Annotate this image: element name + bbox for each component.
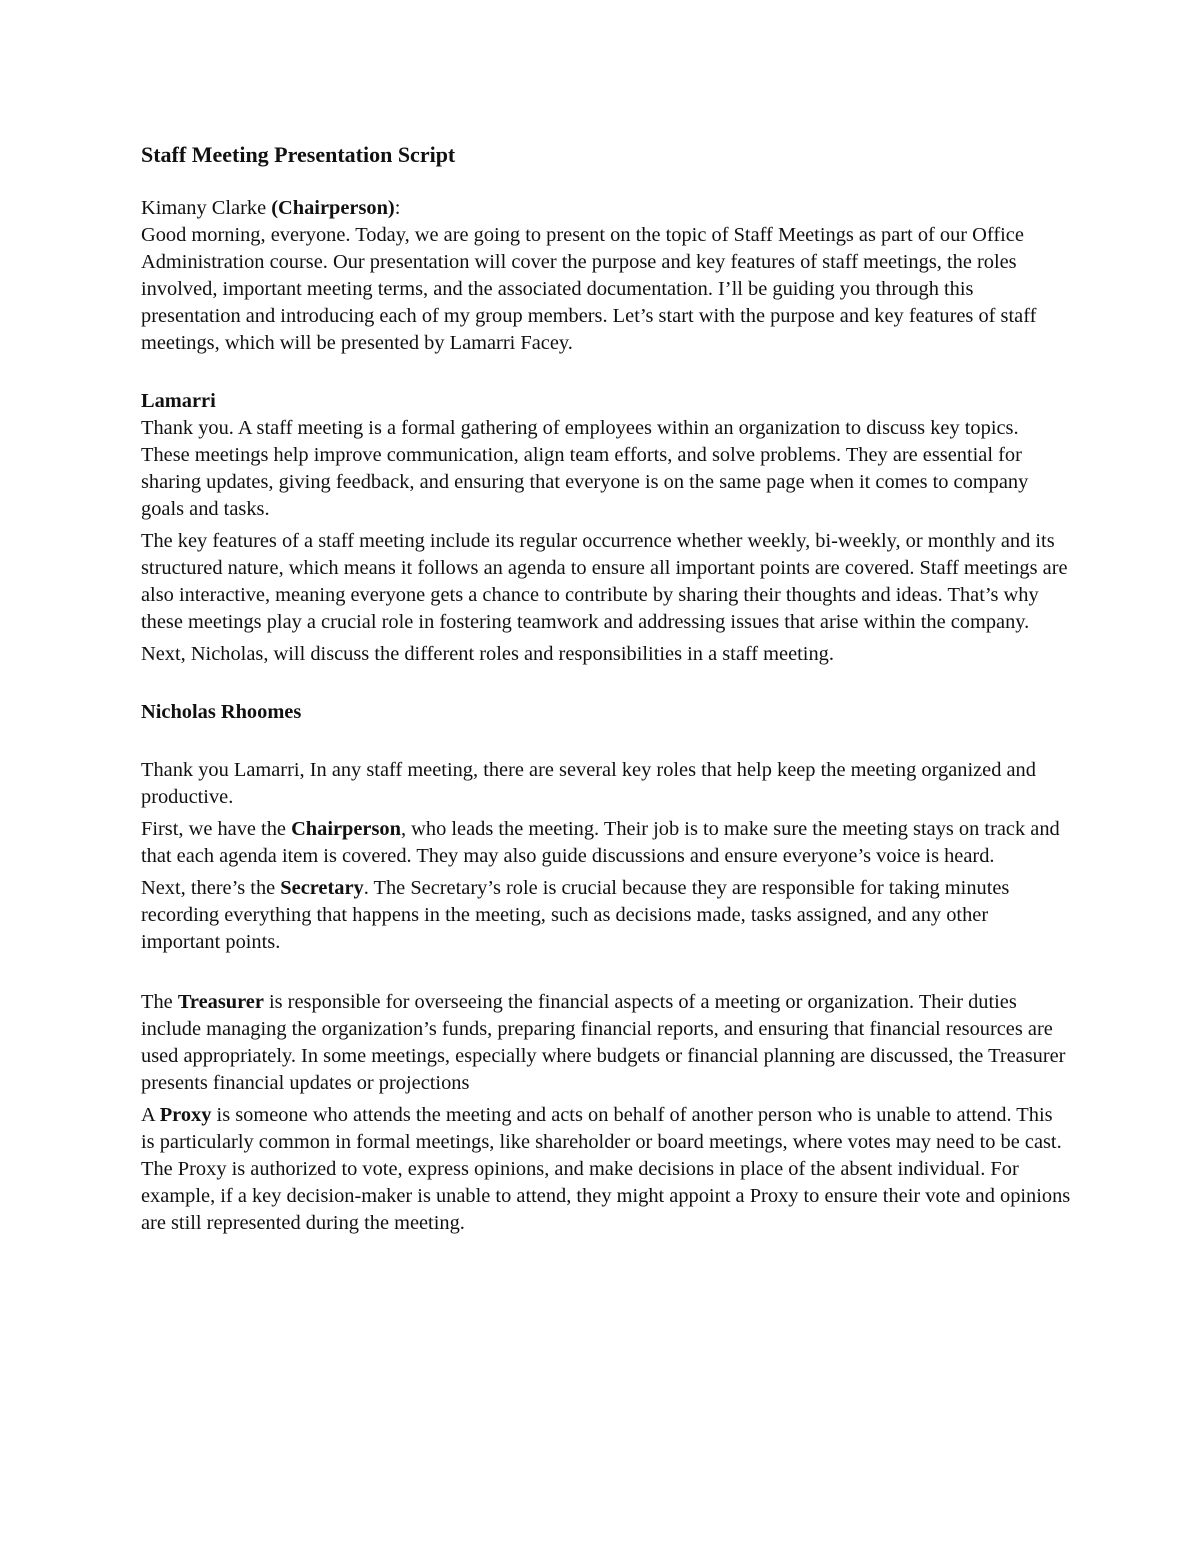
term-proxy: Proxy (159, 1104, 212, 1126)
term-treasurer: Treasurer (177, 991, 264, 1013)
document-page (141, 140, 1071, 1237)
speaker-role: (Chairperson) (271, 197, 395, 219)
term-secretary: Secretary (280, 877, 364, 899)
paragraph-proxy (141, 1102, 1071, 1237)
text-run: is someone who attends the meeting and acts on behalf of another person who is unable to attend. This is particularly common in formal meetings, like shareholder or board meetings, where votes may need to be cast. The Proxy is authorized to vote, express opinions, and make decisions in place of the absent individual. For example, if a key decision-maker is unable to attend, they might appoint a Proxy to ensure their vote and opinions are still represented during the meeting. (141, 1104, 1071, 1234)
paragraph-transition: Next, Nicholas, will discuss the different roles and responsibilities in a staff meeting. (141, 643, 834, 665)
speaker-colon: : (394, 197, 401, 219)
paragraph-intro: Good morning, everyone. Today, we are going to present on the topic of Staff Meetings as part of our Office Administration course. Our presentation will cover the purpose and key features of staff meetings, the roles involved, important meeting terms, and the associated documentation. I’ll be guiding you through this presentation and introducing each of my group members. Let’s start with the purpose and key features of staff meetings, which will be presented by Lamarri Facey. (141, 224, 1037, 354)
text-run: is responsible for overseeing the financial aspects of a meeting or organization. Their duties include managing the organization’s funds, preparing financial reports, and ensuring that financial resources are used appropriately. In some meetings, especially where budgets or financial planning are discussed, the Treasurer presents financial updates or projections (141, 991, 1066, 1094)
speaker-name: Kimany Clarke (141, 197, 272, 219)
text-run: Next, there’s the (141, 877, 281, 899)
document-title: Staff Meeting Presentation Script (141, 142, 456, 167)
paragraph-roles-intro: Thank you Lamarri, In any staff meeting, there are several key roles that help keep the meeting organized and productive. (141, 759, 1036, 808)
text-run: . The Secretary’s role is crucial because they are responsible for taking minutes recording everything that happens in the meeting, such as decisions made, tasks assigned, and any other important points. (141, 877, 1010, 953)
paragraph-key-features: The key features of a staff meeting include its regular occurrence whether weekly, bi-weekly, or monthly and its structured nature, which means it follows an agenda to ensure all important points are covered. Staff meetings are also interactive, meaning everyone gets a chance to contribute by sharing their thoughts and ideas. That’s why these meetings play a crucial role in fostering teamwork and addressing issues that arise within the company. (141, 530, 1068, 633)
speaker-kimany (141, 195, 1071, 222)
speaker-lamarri: Lamarri (141, 390, 216, 412)
paragraph-treasurer (141, 989, 1071, 1097)
text-run: The (141, 991, 178, 1013)
text-run: First, we have the (141, 818, 292, 840)
paragraph-chairperson (141, 816, 1071, 870)
speaker-nicholas: Nicholas Rhoomes (141, 701, 302, 723)
term-chairperson: Chairperson (291, 818, 401, 840)
paragraph-secretary (141, 875, 1071, 956)
paragraph-definition: Thank you. A staff meeting is a formal gathering of employees within an organization to discuss key topics. These meetings help improve communication, align team efforts, and solve problems. They are essential for sharing updates, giving feedback, and ensuring that everyone is on the same page when it comes to company goals and tasks. (141, 417, 1029, 520)
text-run: A (141, 1104, 160, 1126)
text-run: , who leads the meeting. Their job is to make sure the meeting stays on track and that each agenda item is covered. They may also guide discussions and ensure everyone’s voice is heard. (141, 818, 1060, 867)
